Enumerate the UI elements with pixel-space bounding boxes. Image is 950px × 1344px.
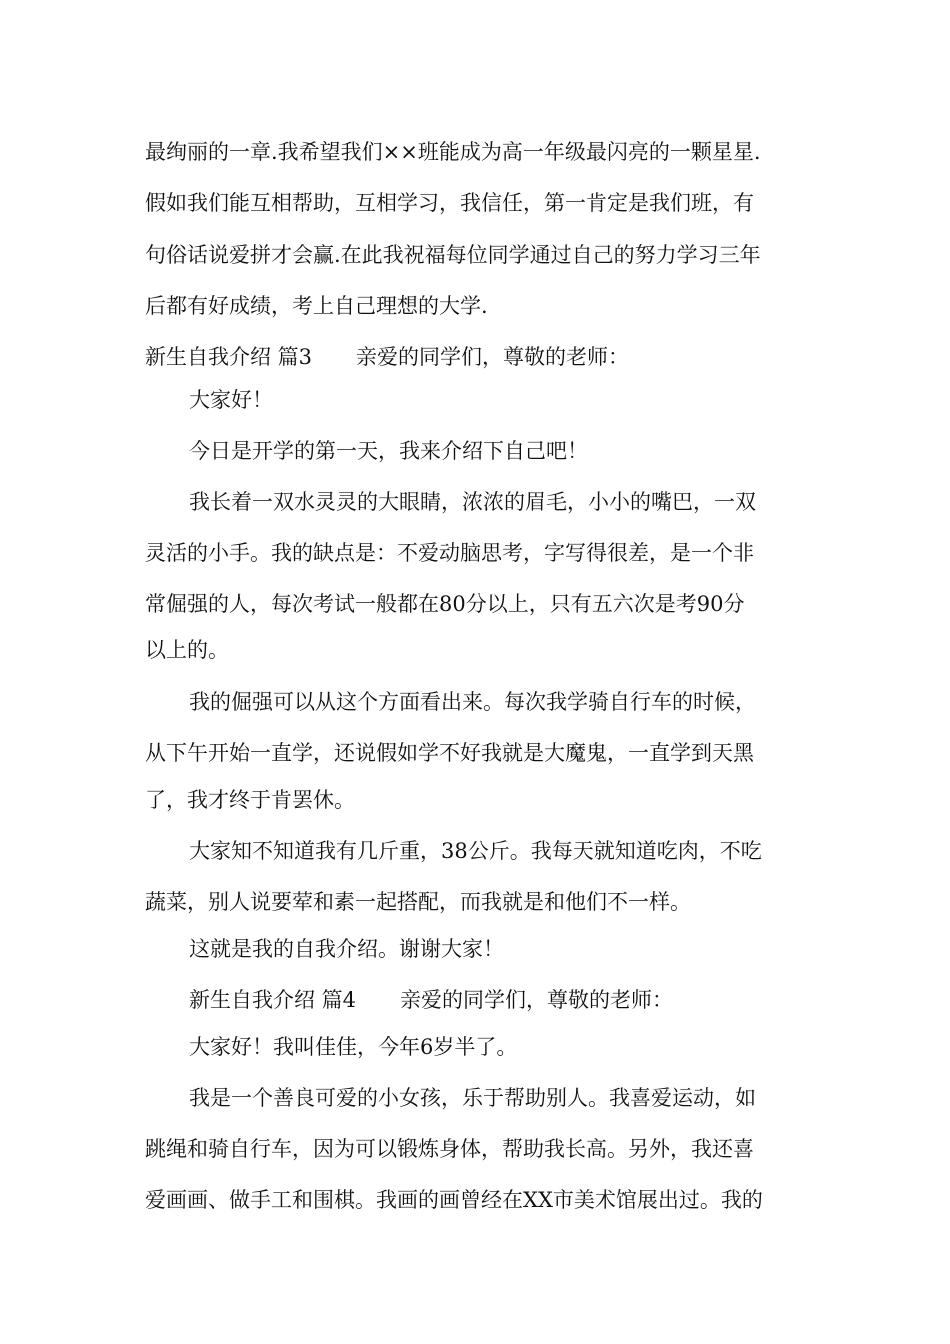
text-line: 假如我们能互相帮助，互相学习，我信任，第一肯定是我们班，有	[145, 191, 754, 215]
section-heading: 新生自我介绍 篇4	[189, 988, 357, 1012]
text-line: 以上的。	[145, 638, 229, 662]
text-line: 爱画画、做手工和围棋。我画的画曾经在XX市美术馆展出过。我的	[145, 1188, 763, 1212]
text-line: 后都有好成绩，考上自己理想的大学.	[145, 294, 488, 318]
paragraph-first-line: 大家好！	[189, 388, 273, 412]
salutation: 亲爱的同学们，尊敬的老师：	[400, 988, 674, 1012]
salutation: 亲爱的同学们，尊敬的老师：	[356, 345, 630, 369]
text-line: 常倔强的人，每次考试一般都在80分以上，只有五六次是考90分	[145, 592, 745, 616]
text-line: 灵活的小手。我的缺点是：不爱动脑思考，字写得很差，是一个非	[145, 541, 754, 565]
section-heading-line	[145, 342, 629, 372]
text-line: 最绚丽的一章.我希望我们××班能成为高一年级最闪亮的一颗星星.	[145, 140, 761, 164]
text-line: 从下午开始一直学，还说假如学不好我就是大魔鬼，一直学到天黑	[145, 741, 754, 765]
text-line: 句俗话说爱拼才会赢.在此我祝福每位同学通过自己的努力学习三年	[145, 243, 761, 267]
paragraph-first-line: 大家好！我叫佳佳，今年6岁半了。	[189, 1035, 518, 1059]
text-line: 蔬菜，别人说要荤和素一起搭配，而我就是和他们不一样。	[145, 890, 691, 914]
text-line: 了，我才终于肯罢休。	[145, 788, 355, 812]
section-heading: 新生自我介绍 篇3	[145, 345, 313, 369]
paragraph-first-line: 今日是开学的第一天，我来介绍下自己吧！	[189, 439, 588, 463]
section-heading-line	[189, 985, 673, 1015]
paragraph-first-line: 我长着一双水灵灵的大眼睛，浓浓的眉毛，小小的嘴巴，一双	[189, 490, 756, 514]
text-line: 跳绳和骑自行车，因为可以锻炼身体，帮助我长高。另外，我还喜	[145, 1137, 754, 1161]
paragraph-first-line: 我是一个善良可爱的小女孩，乐于帮助别人。我喜爱运动，如	[189, 1086, 756, 1110]
paragraph-first-line: 大家知不知道我有几斤重，38公斤。我每天就知道吃肉，不吃	[189, 839, 762, 863]
paragraph-first-line: 我的倔强可以从这个方面看出来。每次我学骑自行车的时候，	[189, 690, 756, 714]
paragraph-first-line: 这就是我的自我介绍。谢谢大家！	[189, 937, 504, 961]
